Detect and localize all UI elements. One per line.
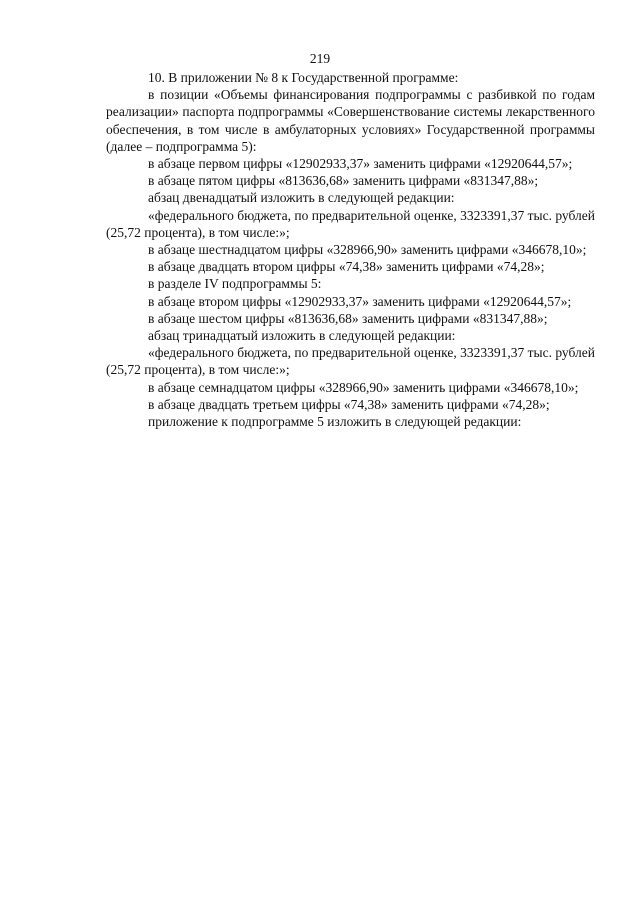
paragraph-section-heading: в разделе IV подпрограммы 5: xyxy=(148,276,322,292)
paragraph: в абзаце первом цифры «12902933,37» заменить цифрами «12920644,57»; xyxy=(148,156,573,172)
document-body xyxy=(106,69,595,430)
paragraph-quote: «федерального бюджета, по предварительной оценке, 3323391,37 тыс. рублей (25,72 процента), в том числе:»; xyxy=(106,345,595,378)
paragraph: в абзаце семнадцатом цифры «328966,90» заменить цифрами «346678,10»; xyxy=(148,379,579,395)
paragraph: в абзаце шестнадцатом цифры «328966,90» заменить цифрами «346678,10»; xyxy=(148,242,587,258)
paragraph: в абзаце пятом цифры «813636,68» заменить цифрами «831347,88»; xyxy=(148,173,539,189)
paragraph-item-heading: 10. В приложении № 8 к Государственной программе: xyxy=(148,70,459,85)
paragraph: абзац двенадцатый изложить в следующей редакции: xyxy=(148,190,455,206)
paragraph-passport-position: в позиции «Объемы финансирования подпрограммы с разбивкой по годам реализации» паспорта подпрограммы «Совершенствование системы лекарственного обеспечения, в том числе в амбулаторных условиях» Государственной программы (далее – подпрограмма 5): xyxy=(106,87,595,154)
paragraph-quote: «федерального бюджета, по предварительной оценке, 3323391,37 тыс. рублей (25,72 процента), в том числе:»; xyxy=(106,207,595,240)
paragraph: в абзаце втором цифры «12902933,37» заменить цифрами «12920644,57»; xyxy=(148,293,572,309)
page-number: 219 xyxy=(309,51,331,66)
paragraph: в абзаце шестом цифры «813636,68» заменить цифрами «831347,88»; xyxy=(148,310,548,326)
paragraph: приложение к подпрограмме 5 изложить в следующей редакции: xyxy=(148,414,522,430)
paragraph: в абзаце двадцать третьем цифры «74,38» заменить цифрами «74,28»; xyxy=(148,396,550,412)
paragraph: абзац тринадцатый изложить в следующей редакции: xyxy=(148,328,456,344)
paragraph: в абзаце двадцать втором цифры «74,38» заменить цифрами «74,28»; xyxy=(148,259,545,275)
